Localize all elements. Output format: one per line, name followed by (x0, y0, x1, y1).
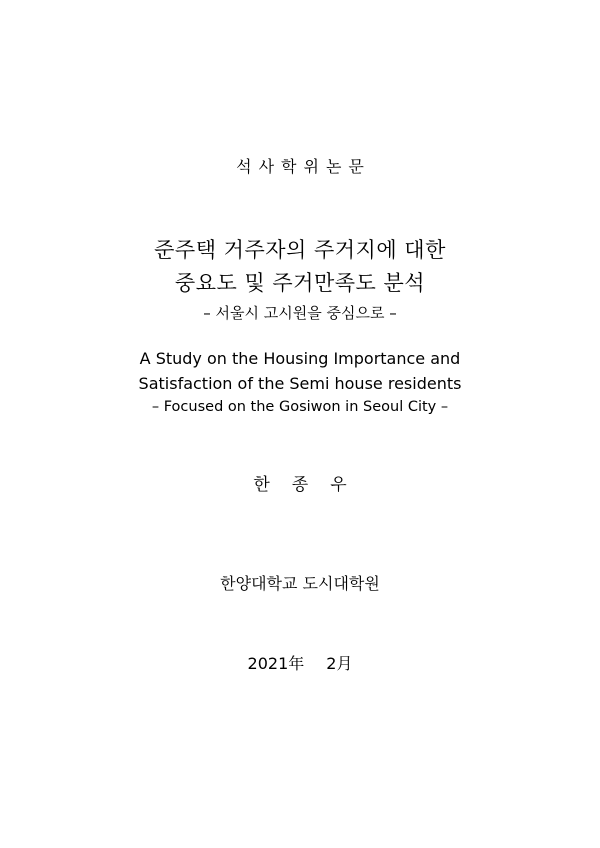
english-title-line-2: Satisfaction of the Semi house residents (138, 374, 462, 393)
korean-title-line-1: 준주택 거주자의 주거지에 대한 (154, 238, 446, 262)
submission-date (0, 651, 600, 674)
school-name: 한양대학교 도시대학원 (220, 574, 380, 593)
submission-year: 2021年 (247, 654, 305, 673)
korean-title-line-2: 중요도 및 주거만족도 분석 (174, 271, 426, 295)
korean-subtitle: – 서울시 고시원을 중심으로 – (203, 304, 397, 322)
degree-type: 석사학위논문 (236, 157, 371, 176)
submission-month: 2月 (326, 654, 353, 673)
english-title-line-1: A Study on the Housing Importance and (139, 349, 461, 368)
author-name: 한종우 (253, 475, 369, 495)
english-subtitle: – Focused on the Gosiwon in Seoul City – (151, 399, 449, 415)
